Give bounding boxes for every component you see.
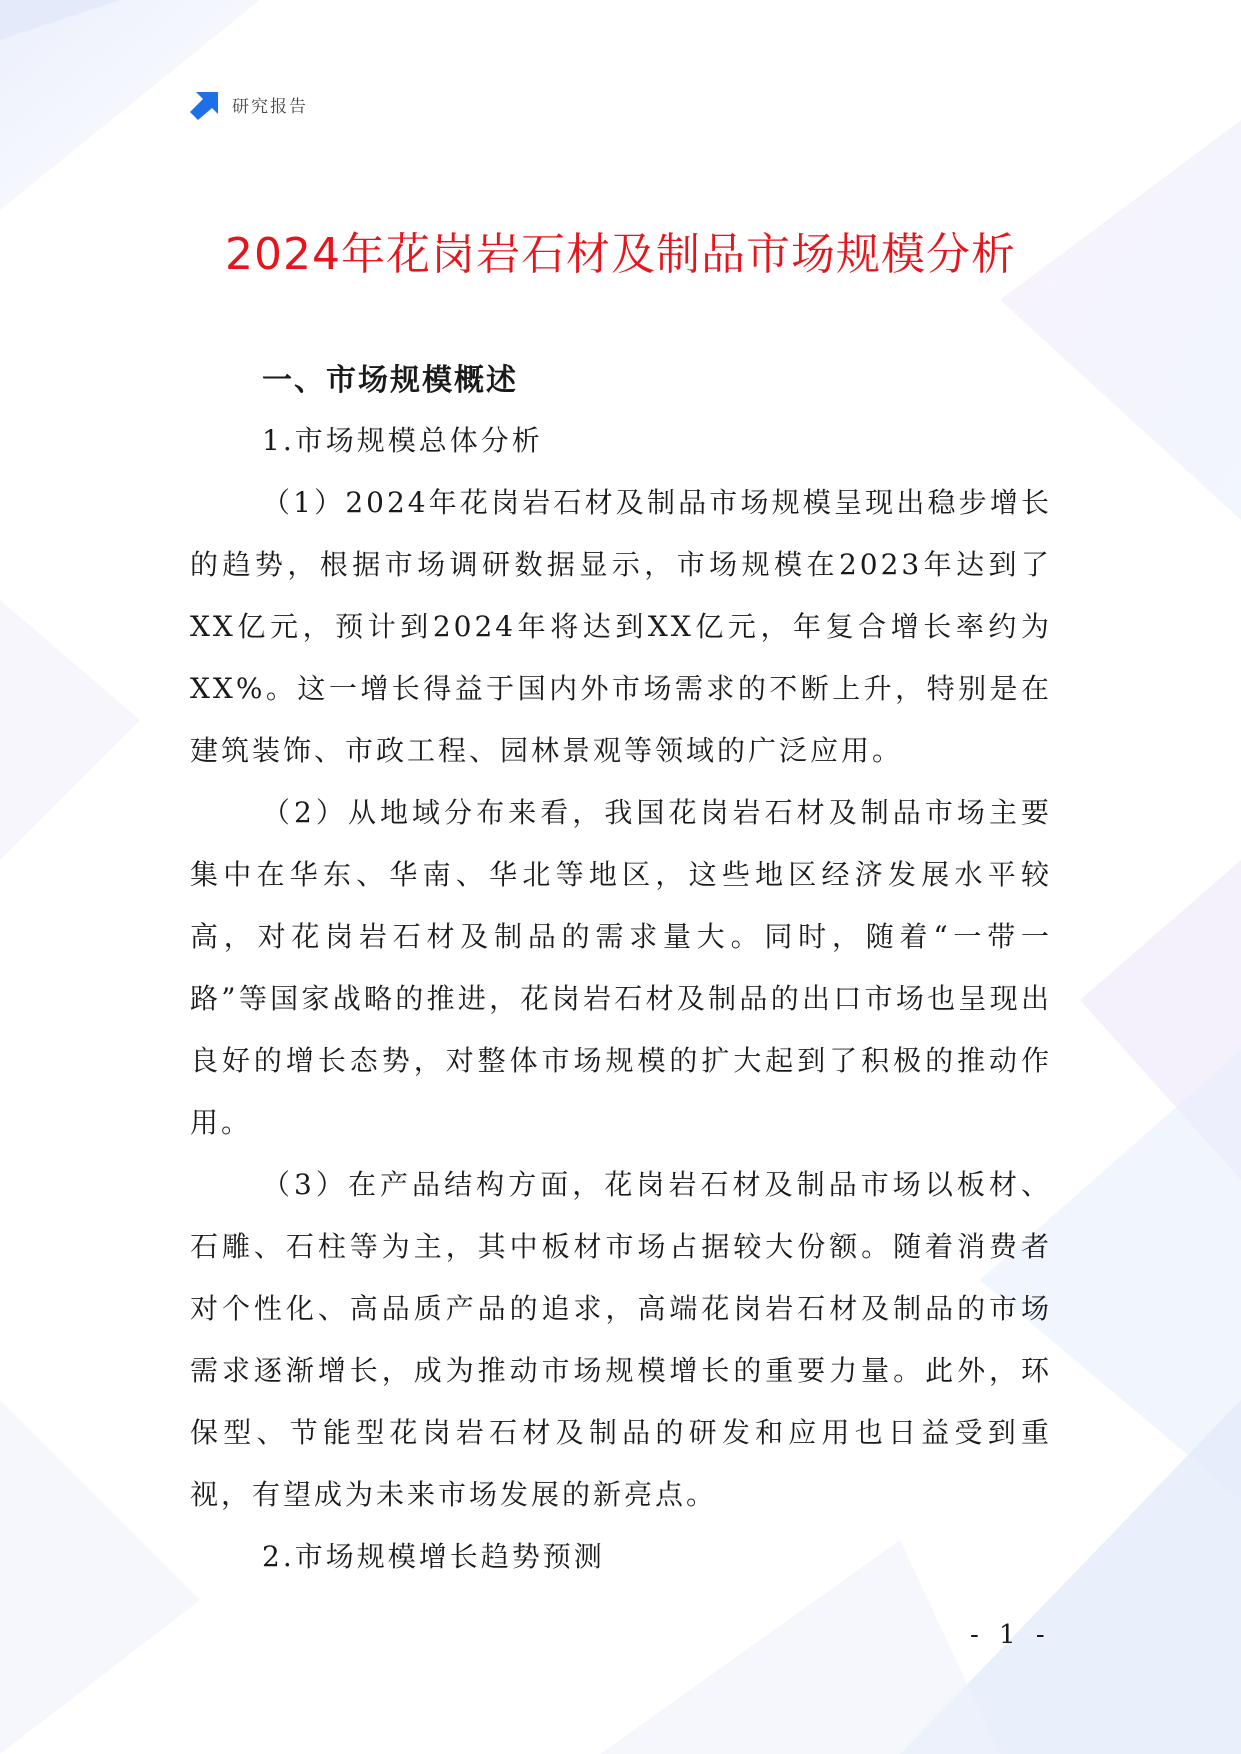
subsection-heading: 2.市场规模增长趋势预测	[262, 1540, 605, 1573]
document-body	[190, 352, 1052, 1588]
arrow-logo-icon	[190, 88, 222, 120]
header-label: 研究报告	[232, 96, 308, 117]
section-heading: 一、市场规模概述	[262, 363, 518, 398]
page-number: - 1 -	[970, 1620, 1051, 1650]
paragraph: （2）从地域分布来看，我国花岗岩石材及制品市场主要集中在华东、华南、华北等地区，这些地区经济发展水平较高，对花岗岩石材及制品的需求量大。同时，随着“一带一路”等国家战略的推进，花岗岩石材及制品的出口市场也呈现出良好的增长态势，对整体市场规模的扩大起到了积极的推动作用。	[190, 796, 1052, 1139]
paragraph: （1）2024年花岗岩石材及制品市场规模呈现出稳步增长的趋势，根据市场调研数据显示，市场规模在2023年达到了XX亿元，预计到2024年将达到XX亿元，年复合增长率约为XX%。这一增长得益于国内外市场需求的不断上升，特别是在建筑装饰、市政工程、园林景观等领域的广泛应用。	[190, 486, 1052, 767]
paragraph: （3）在产品结构方面，花岗岩石材及制品市场以板材、石雕、石柱等为主，其中板材市场占据较大份额。随着消费者对个性化、高品质产品的追求，高端花岗岩石材及制品的市场需求逐渐增长，成为推动市场规模增长的重要力量。此外，环保型、节能型花岗岩石材及制品的研发和应用也日益受到重视，有望成为未来市场发展的新亮点。	[190, 1168, 1052, 1511]
subsection-heading: 1.市场规模总体分析	[262, 424, 543, 457]
report-header	[190, 88, 308, 120]
document-title: 2024年花岗岩石材及制品市场规模分析	[225, 229, 1016, 280]
